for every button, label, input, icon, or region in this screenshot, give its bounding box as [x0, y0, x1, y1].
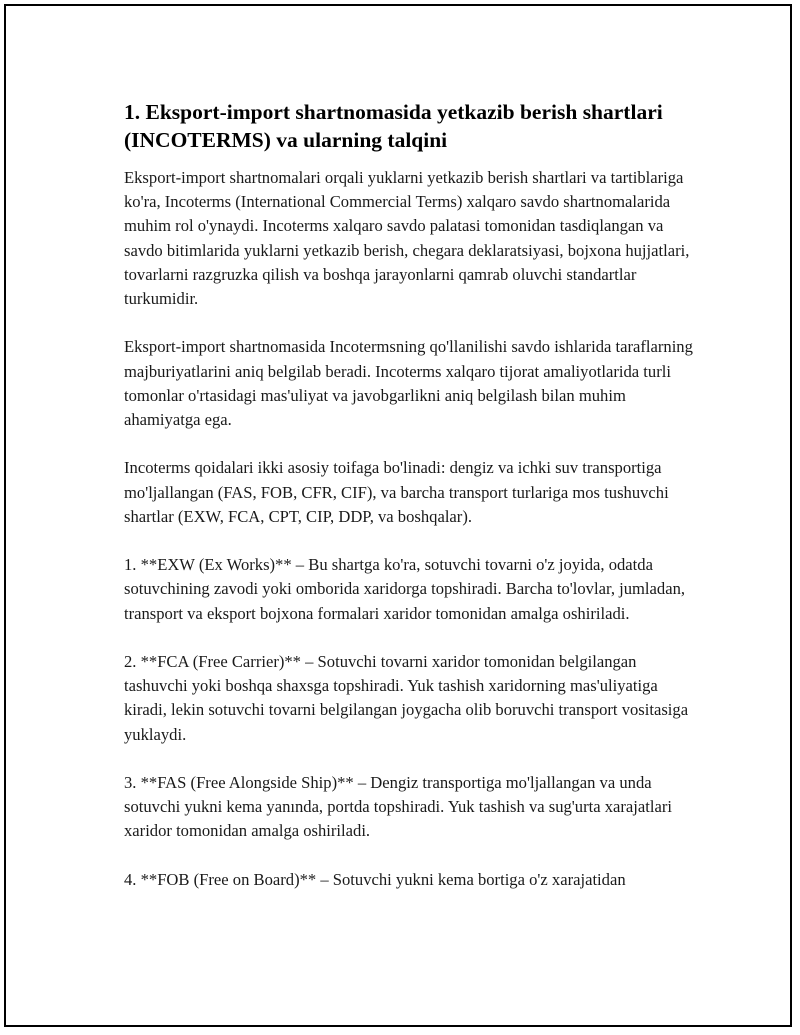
- paragraph-fas: 3. **FAS (Free Alongside Ship)** – Dengiz transportiga mo'ljallangan va unda sotuvchi yukni kema yanında, portda topshiradi. Yuk tashish va sug'urta xarajatlari xaridor tomonidan amalga oshiriladi.: [124, 773, 672, 841]
- page-frame: [4, 4, 792, 1027]
- document-body: [124, 98, 704, 916]
- paragraph-categories: Incoterms qoidalari ikki asosiy toifaga bo'linadi: dengiz va ichki suv transportiga mo'ljallangan (FAS, FOB, CFR, CIF), va barcha transport turlariga mos tushuvchi shartlar (EXW, FCA, CPT, CIP, DDP, va boshqalar).: [124, 458, 669, 526]
- paragraph-fca: 2. **FCA (Free Carrier)** – Sotuvchi tovarni xaridor tomonidan belgilangan tashuvchi yoki boshqa shaxsga topshiradi. Yuk tashish xaridorning mas'uliyatiga kiradi, lekin sotuvchi tovarni belgilangan joygacha olib boruvchi transport vositasiga yuklaydi.: [124, 652, 689, 744]
- paragraph-fob: 4. **FOB (Free on Board)** – Sotuvchi yukni kema bortiga o'z xarajatidan: [124, 869, 626, 889]
- paragraph-intro: Eksport-import shartnomalari orqali yuklarni yetkazib berish shartlari va tartiblariga ko'ra, Incoterms (International Commercial Terms) xalqaro savdo shartnomalarida muhim rol o'ynaydi. Incoterms xalqaro savdo palatasi tomonidan tasdiqlangan va savdo bitimlarida yuklarni yetkazib berish, chegara deklaratsiyasi, bojxona hujjatlari, tovarlarni razgruzka qilish va boshqa jarayonlarni qamrab oluvchi standartlar turkumidir.: [124, 168, 690, 309]
- document-title: 1. Eksport-import shartnomasida yetkazib berish shartlari (INCOTERMS) va ularning talqini: [124, 100, 663, 152]
- paragraph-exw: 1. **EXW (Ex Works)** – Bu shartga ko'ra, sotuvchi tovarni o'z joyida, odatda sotuvchining zavodi yoki omborida xaridorga topshiradi. Barcha to'lovlar, jumladan, transport va eksport bojxona formalari xaridor tomonidan amalga oshiriladi.: [124, 555, 686, 623]
- paragraph-application: Eksport-import shartnomasida Incotermsning qo'llanilishi savdo ishlarida taraflarning majburiyatlarini aniq belgilab beradi. Incoterms xalqaro tijorat amaliyotlarida turli tomonlar o'rtasidagi mas'uliyat va javobgarlikni aniq belgilash bilan muhim ahamiyatga ega.: [124, 337, 693, 430]
